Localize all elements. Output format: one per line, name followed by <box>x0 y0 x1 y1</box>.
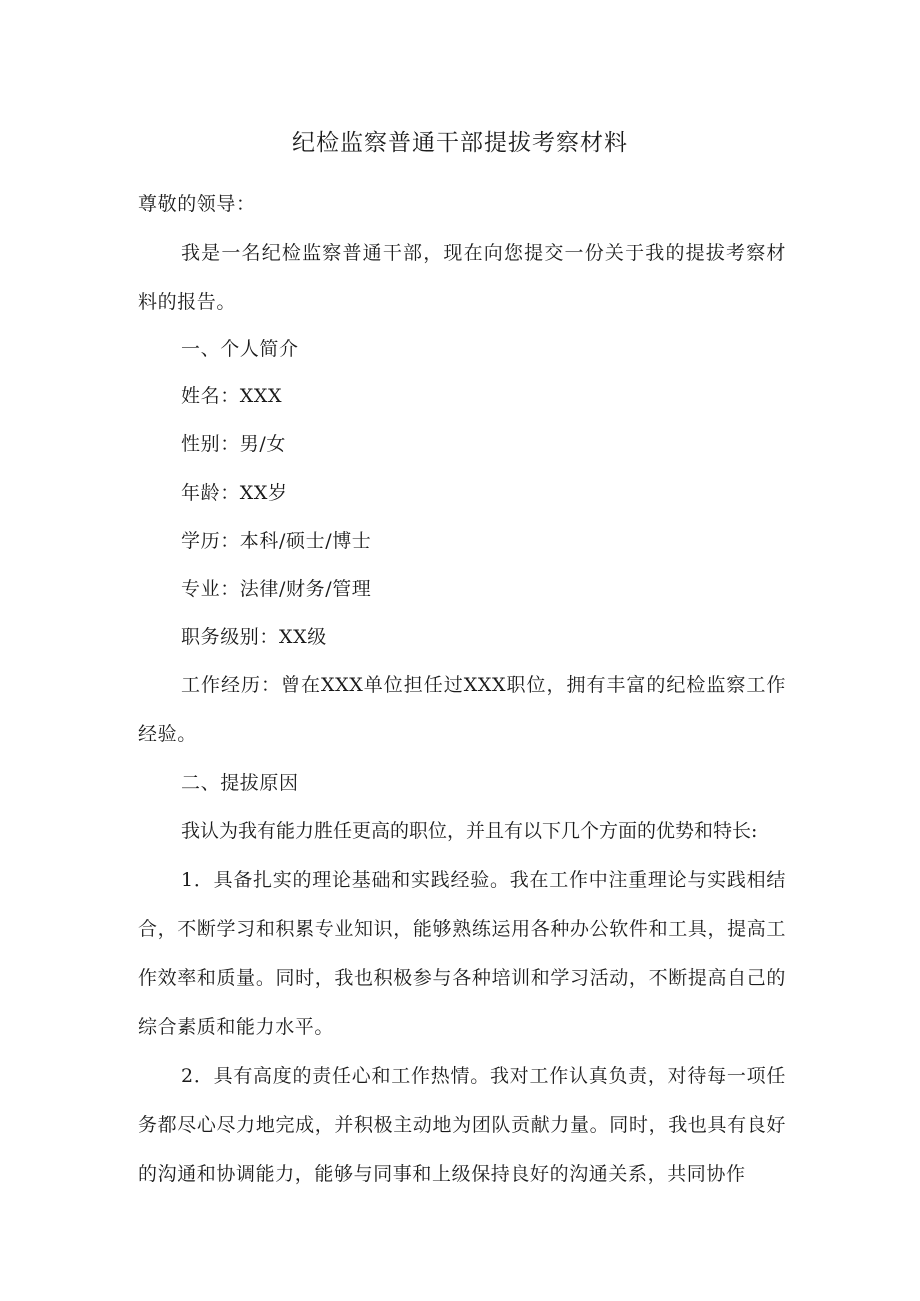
section2-heading: 二、提拔原因 <box>181 772 299 794</box>
major-line: 专业：法律/财务/管理 <box>181 578 372 600</box>
document-title: 纪检监察普通干部提拔考察材料 <box>292 130 628 156</box>
point1-paragraph: 1．具备扎实的理论基础和实践经验。我在工作中注重理论与实践相结合，不断学习和积累专业知识，能够熟练运用各种办公软件和工具，提高工作效率和质量。同时，我也积极参与各种培训和学习活动，不断提高自己的综合素质和能力水平。 <box>138 869 786 1038</box>
age-line: 年龄：XX岁 <box>181 482 288 504</box>
gender-line: 性别：男/女 <box>181 433 287 455</box>
section1-heading: 一、个人简介 <box>181 338 299 360</box>
intro-paragraph: 我是一名纪检监察普通干部，现在向您提交一份关于我的提拔考察材料的报告。 <box>138 242 786 313</box>
name-line: 姓名：XXX <box>181 385 283 407</box>
salutation: 尊敬的领导： <box>138 193 256 215</box>
point2-paragraph: 2．具有高度的责任心和工作热情。我对工作认真负责，对待每一项任务都尽心尽力地完成，并积极主动地为团队贡献力量。同时，我也具有良好的沟通和协调能力，能够与同事和上级保持良好的沟通关系，共同协作 <box>138 1065 786 1185</box>
reason-intro: 我认为我有能力胜任更高的职位，并且有以下几个方面的优势和特长: <box>181 820 758 842</box>
experience-paragraph: 工作经历：曾在XXX单位担任过XXX职位，拥有丰富的纪检监察工作经验。 <box>138 674 786 745</box>
education-line: 学历：本科/硕士/博士 <box>181 530 372 552</box>
rank-line: 职务级别：XX级 <box>181 626 327 648</box>
